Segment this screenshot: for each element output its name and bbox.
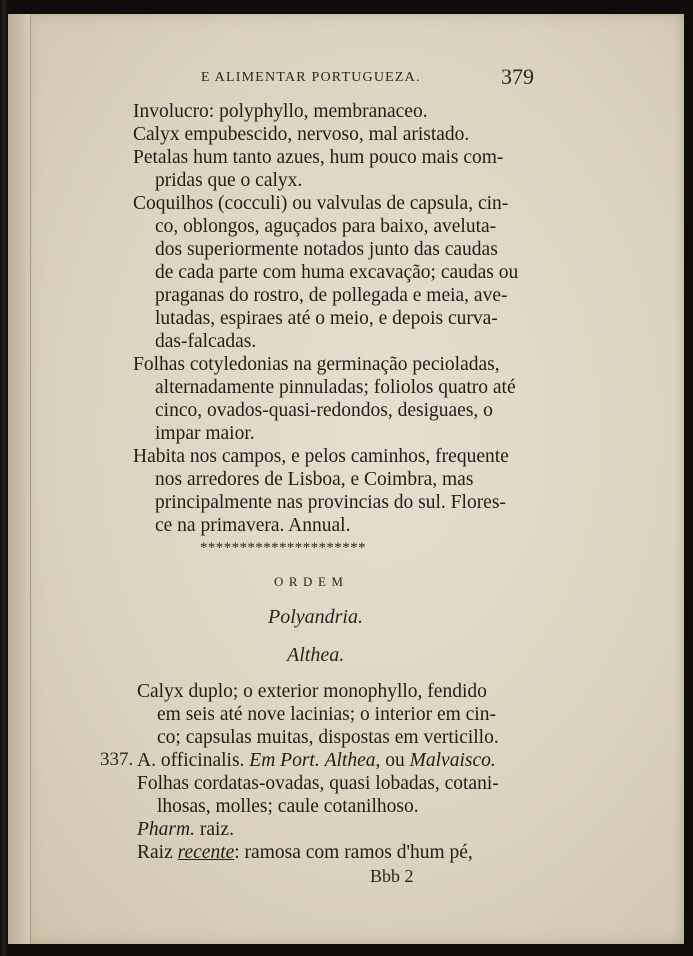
- species-line: lhosas, molles; caule cotanilhoso.: [157, 796, 419, 817]
- text-line: pridas que o calyx.: [155, 170, 303, 191]
- text-line: ce na primavera. Annual.: [155, 515, 351, 536]
- running-head: E ALIMENTAR PORTUGUEZA.: [201, 70, 421, 85]
- root-line: [137, 841, 473, 864]
- genus-title: Althea.: [287, 644, 345, 666]
- text-line: Calyx empubescido, nervoso, mal aristado.: [133, 124, 470, 145]
- text-line: cinco, ovados-quasi-redondos, desiguaes, o: [155, 400, 493, 421]
- species-line: Folhas cordatas-ovadas, quasi lobadas, cotani-: [137, 773, 499, 794]
- genus-line: Calyx duplo; o exterior monophyllo, fendido: [137, 681, 487, 702]
- page-number: 379: [501, 64, 534, 89]
- text-line: Coquilhos (cocculi) ou valvulas de capsula, cin-: [133, 193, 509, 214]
- signature-mark: Bbb 2: [370, 866, 414, 886]
- text-line: nos arredores de Lisboa, e Coimbra, mas: [155, 469, 474, 490]
- species-name: A. officinalis.: [137, 750, 245, 771]
- pharm-line: [137, 818, 234, 841]
- text-line: de cada parte com huma excavação; caudas ou: [155, 262, 519, 283]
- root-prefix: Raiz: [137, 842, 173, 863]
- page-header: [201, 64, 561, 92]
- port-label: Em Port.: [249, 750, 320, 771]
- text-line: co, oblongos, aguçados para baixo, aveluta-: [155, 216, 497, 237]
- text-line: Involucro: polyphyllo, membranaceo.: [133, 101, 428, 122]
- root-emphasis: recente: [177, 842, 235, 863]
- text-line: Habita nos campos, e pelos caminhos, frequente: [133, 446, 509, 467]
- text-line: das-falcadas.: [155, 331, 257, 352]
- text-line: lutadas, espiraes até o meio, e depois curva-: [155, 308, 498, 329]
- genus-line: co; capsulas muitas, dispostas em verticillo.: [157, 727, 499, 748]
- entry-number: 337.: [100, 749, 134, 770]
- species-name-line: [137, 749, 496, 772]
- alt-name: Malvaisco.: [409, 750, 496, 771]
- text-line: principalmente nas provincias do sul. Flores-: [155, 492, 506, 513]
- name-or: , ou: [375, 750, 405, 771]
- text-line: Petalas hum tanto azues, hum pouco mais com-: [133, 147, 504, 168]
- order-label: ORDEM: [274, 574, 349, 589]
- book-gutter: [8, 14, 31, 944]
- genus-line: em seis até nove lacinias; o interior em cin-: [157, 704, 496, 725]
- text-line: Folhas cotyledonias na germinação pecioladas,: [133, 354, 500, 375]
- pharm-text: raiz.: [199, 819, 234, 840]
- text-line: dos superiormente notados junto das caudas: [155, 239, 498, 260]
- port-name: Althea: [324, 750, 376, 771]
- class-title: Polyandria.: [268, 606, 363, 628]
- section-separator: *********************: [200, 540, 366, 556]
- text-line: impar maior.: [155, 423, 255, 444]
- text-line: praganas do rostro, de pollegada e meia, ave-: [155, 285, 508, 306]
- text-line: alternadamente pinnuladas; foliolos quatro até: [155, 377, 516, 398]
- pharm-label: Pharm.: [137, 819, 195, 840]
- root-text: : ramosa com ramos d'hum pé,: [234, 842, 473, 863]
